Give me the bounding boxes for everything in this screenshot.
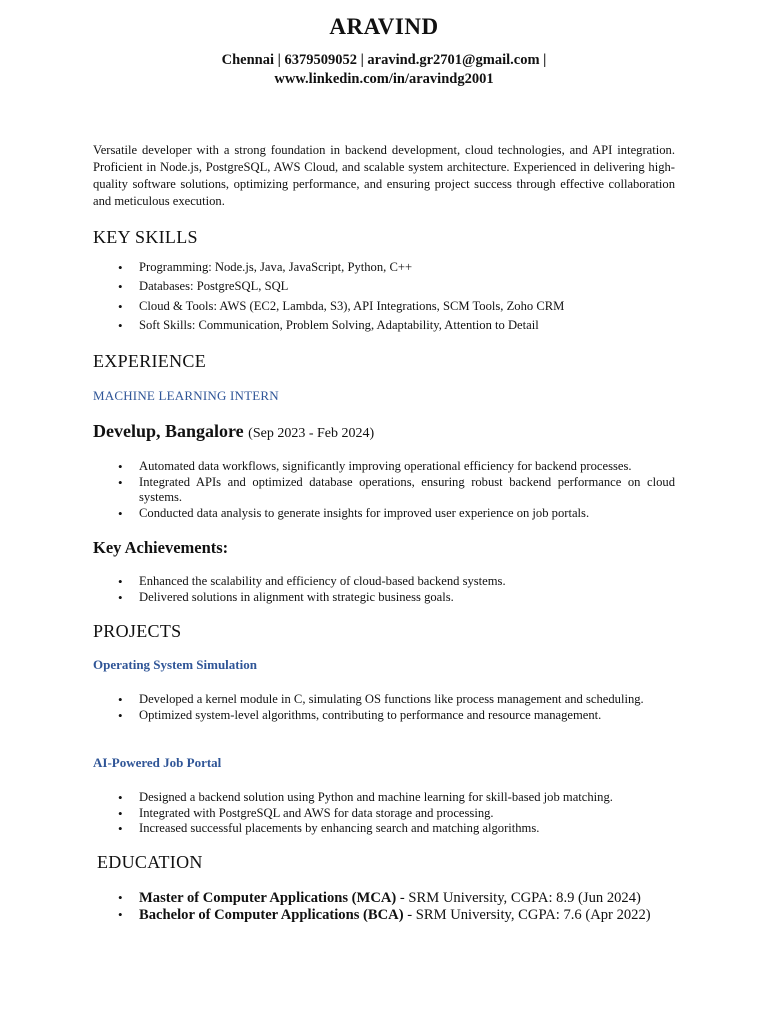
- project-items: [118, 692, 675, 723]
- degree-name: Bachelor of Computer Applications (BCA): [139, 906, 404, 923]
- project-title: AI-Powered Job Portal: [93, 755, 222, 770]
- professional-summary: Versatile developer with a strong foundation in backend development, cloud technologies, and API integration. Proficient in Node.js, PostgreSQL, AWS Cloud, and scalable system architecture. Experienced in delivering high-quality software solutions, optimizing performance, and ensuring project success through effective collaboration and meticulous execution.: [93, 143, 675, 208]
- project-title: Operating System Simulation: [93, 657, 257, 672]
- skills-list: [118, 258, 675, 335]
- company-name: Develup, Bangalore: [93, 421, 244, 441]
- list-item: • Integrated with PostgreSQL and AWS for data storage and processing.: [118, 806, 675, 822]
- list-item: • Automated data workflows, significantly improving operational efficiency for backend processes.: [118, 459, 675, 475]
- list-item: • Enhanced the scalability and efficiency of cloud-based backend systems.: [118, 574, 675, 590]
- job-role: MACHINE LEARNING INTERN: [93, 388, 279, 403]
- education-list: [118, 890, 675, 923]
- contact-line: Chennai | 6379509052 | aravind.gr2701@gmail.com |: [221, 52, 547, 68]
- list-item: • Delivered solutions in alignment with strategic business goals.: [118, 590, 675, 606]
- list-item: [118, 890, 675, 907]
- company-line: [93, 421, 374, 442]
- list-item: • Optimized system-level algorithms, contributing to performance and resource management.: [118, 708, 675, 724]
- key-achievements-heading: Key Achievements:: [93, 538, 229, 557]
- list-item: • Conducted data analysis to generate insights for improved user experience on job portals.: [118, 506, 675, 522]
- list-item: [118, 907, 675, 924]
- resume-name: ARAVIND: [329, 14, 439, 39]
- list-item: • Increased successful placements by enhancing search and matching algorithms.: [118, 821, 675, 837]
- list-item: • Programming: Node.js, Java, JavaScript, Python, C++: [118, 258, 675, 277]
- section-heading-key-skills: KEY SKILLS: [93, 227, 198, 247]
- list-item: • Integrated APIs and optimized database operations, ensuring robust backend performance on cloud systems.: [118, 475, 675, 506]
- list-item: • Soft Skills: Communication, Problem Solving, Adaptability, Attention to Detail: [118, 316, 675, 335]
- list-item: • Databases: PostgreSQL, SQL: [118, 277, 675, 296]
- experience-list: [118, 459, 675, 521]
- section-heading-education: EDUCATION: [97, 852, 203, 872]
- degree-name: Master of Computer Applications (MCA): [139, 890, 397, 906]
- list-item: • Cloud & Tools: AWS (EC2, Lambda, S3), API Integrations, SCM Tools, Zoho CRM: [118, 297, 675, 316]
- achievements-list: [118, 574, 675, 605]
- degree-detail: - SRM University, CGPA: 7.6 (Apr 2022): [403, 906, 651, 923]
- degree-detail: - SRM University, CGPA: 8.9 (Jun 2024): [396, 890, 641, 906]
- list-item: • Designed a backend solution using Python and machine learning for skill-based job matching.: [118, 790, 675, 806]
- section-heading-experience: EXPERIENCE: [93, 351, 206, 371]
- linkedin-url: www.linkedin.com/in/aravindg2001: [274, 71, 494, 87]
- section-heading-projects: PROJECTS: [93, 621, 182, 641]
- project-items: [118, 790, 675, 837]
- list-item: • Developed a kernel module in C, simulating OS functions like process management and scheduling.: [118, 692, 675, 708]
- employment-dates: (Sep 2023 - Feb 2024): [248, 426, 375, 441]
